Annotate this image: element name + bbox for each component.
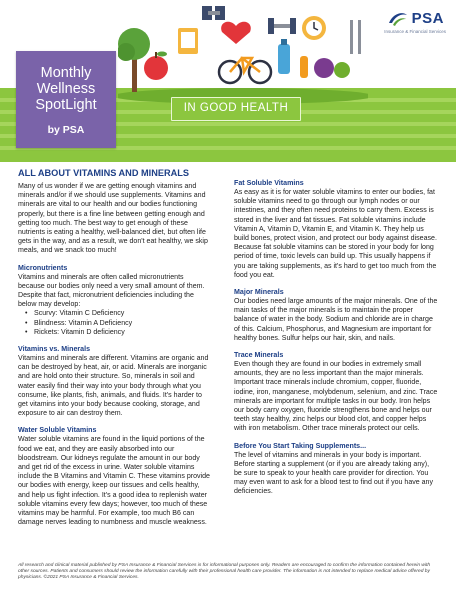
left-column [18,168,210,528]
vitamins-vs-minerals-paragraph: Vitamins and minerals are different. Vitamins are organic and can be destroyed by heat, air, or acid. Minerals are inorganic and are hold onto their structure. So, minerals in soil and water easily find their way into your body through what you consume, like plants, fish, animals, and fluids. It's harder to get vitamins into your body because cooking, storage, and exposure to air can destroy them. [18,355,209,418]
fat-soluble-paragraph: As easy as it is for water soluble vitamins to enter our bodies, fat soluble vitamins need to go through our lymph nodes or our intestines, and they often need proteins to carry them. Excess is stored in the liver and fat tissues. Fat soluble vitamins include Vitamin A, Vitamin D, Vitamin E, and Vitamin K. They help us build bones, protect vision, and protect our body against disease. Because fat soluble vitamins can be stored in your body for long period of time, toxic levels can build up. This usually happens if you are taking supplements, as it's hard to get too much from the food you eat. [234,189,437,279]
section-heading-micronutrients: Micronutrients [18,263,68,272]
right-column [234,168,438,497]
list-item: • Blindness: Vitamin A Deficiency [34,319,210,328]
intro-paragraph: Many of us wonder if we are getting enough vitamins and minerals and/or if we should use supplements. Vitamins and minerals are vital to our health and our bodies functioning properly, but there is a fine line between getting enough and getting too much. The best way to get enough of these nutrients is eating a healthy, well-balanced diet, but often life gets in the way, and as a result, we don't eat healthy, we skip meals, and we snack too much! [18,183,208,255]
section-heading-major-minerals: Major Minerals [234,288,284,297]
list-item: • Rickets: Vitamin D deficiency [34,328,210,337]
psa-logo [387,10,444,27]
title-line: Wellness [36,81,96,97]
trace-minerals-paragraph: Even though they are found in our bodies in extremely small amounts, they are no less important than the major minerals. Important trace minerals include chromium, copper, fluoride, iodine, iron, manganese, molybdenum, selenium, and zinc. Trace minerals are important for multiple tasks in our body. Iron helps our body carry oxygen, fluoride strengthens bone and helps our teeth stay healthy, zinc helps our blood clot, and copper helps with iron metabolism. Other trace minerals protect our cells. [234,361,438,433]
list-item: • Scurvy: Vitamin C Deficiency [34,309,210,318]
disclaimer-footer: All research and clinical material published by PSA Insurance & Financial Services is for informational purposes only. Readers are encouraged to confirm the information contained herein with other sources. Patients and consumers should review the information carefully with their professional health care provider. The information is not intended to replace medical advice offered by physicians. ©2021 PSA Insurance & Financial Services. [18,563,431,580]
before-supplements-paragraph: The level of vitamins and minerals in your body is important. Before starting a supplement (or if you are already taking any), be sure to speak to your health care provider for direction. You may even want to ask for a blood test to find out if you have any deficiencies. [234,451,433,496]
micronutrients-paragraph: Vitamins and minerals are often called micronutrients because our bodies only need a very small amount of them. Despite that fact, micronutrient deficiencies including the below may develop: [18,273,205,309]
water-soluble-paragraph: Water soluble vitamins are found in the liquid portions of the food we eat, and they are easily absorbed into our bloodstream. Our kidneys regulate the amount in our body and get rid of the excess in urine. Water soluble vitamins include the B Vitamins and Vitamin C. These vitamins provide our bodies with energy, keep our tissues and cells healthy, and help us fight infection. It's a good idea to replenish water soluble vitamins every few days; however, too much of these vitamins may be harmful. For example, too much B6 can damage nerves leading to numbness and muscle weakness. [18,436,210,527]
deficiency-list [18,309,210,337]
section-heading-fat-soluble: Fat Soluble Vitamins [234,179,304,187]
major-minerals-paragraph: Our bodies need large amounts of the major minerals. One of the main tasks of the major minerals is to maintain the proper balance of water in the body. Sodium and chloride are in charge of this. Calcium, Phosphorus, and Magnesium are important for healthy bones. Sulfur helps our hair, skin, and nails. [234,298,438,342]
section-heading-water-soluble: Water Soluble Vitamins [18,426,97,435]
section-heading-before-supplements: Before You Start Taking Supplements... [234,441,367,450]
health-illustration [118,0,368,150]
section-heading-trace-minerals: Trace Minerals [234,351,284,360]
section-heading-vitamins-vs-minerals: Vitamins vs. Minerals [18,345,91,354]
logo-text: PSA [411,10,444,27]
logo-tagline: Insurance & Financial Services [384,29,446,34]
title-line: Monthly [40,65,92,81]
psa-swoosh-icon [387,11,409,27]
newsletter-title [16,65,116,113]
article-title: ALL ABOUT VITAMINS AND MINERALS [18,168,189,178]
in-good-health-ribbon: IN GOOD HEALTH [171,97,301,121]
by-line: by PSA [47,124,85,136]
title-line: SpotLight [35,97,97,113]
newsletter-title-box [16,51,116,148]
header-banner [0,0,456,162]
